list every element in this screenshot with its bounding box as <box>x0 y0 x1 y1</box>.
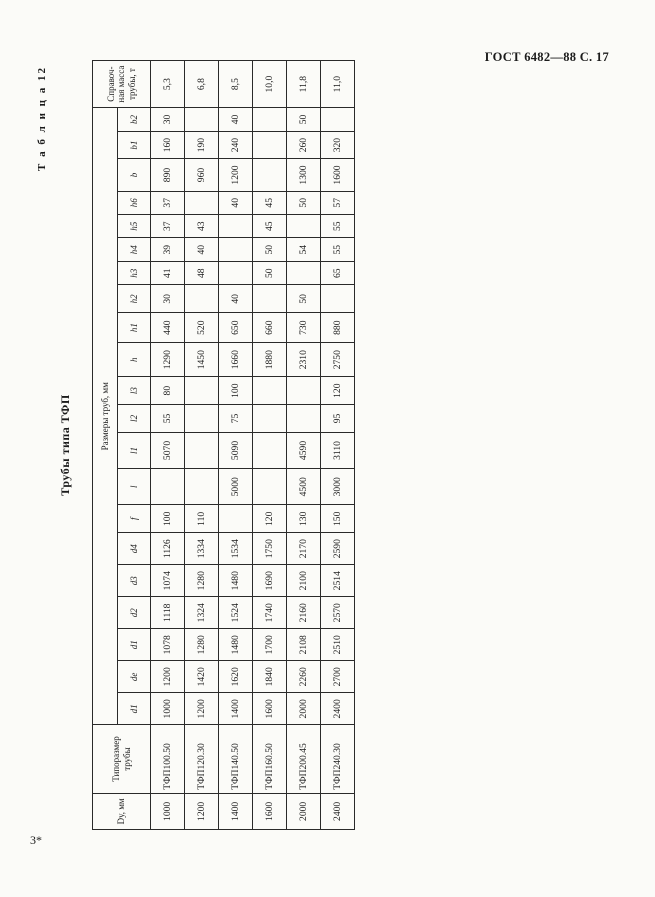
cell-h4: 55 <box>321 238 355 261</box>
cell-f: 110 <box>185 505 219 533</box>
cell-model: ТФП200.45 <box>287 725 321 793</box>
header-col-d1: d1 <box>118 629 151 661</box>
cell-l3 <box>287 377 321 405</box>
header-col-l1: l1 <box>118 432 151 468</box>
cell-h6: 37 <box>151 191 185 214</box>
cell-dy: 1200 <box>185 793 219 829</box>
cell-h6: 50 <box>287 191 321 214</box>
cell-f: 120 <box>253 505 287 533</box>
cell-d1: 1280 <box>185 629 219 661</box>
cell-mass: 10,0 <box>253 61 287 108</box>
header-col-b2: b2 <box>118 108 151 132</box>
cell-h4 <box>219 238 253 261</box>
cell-l: 5000 <box>219 469 253 505</box>
cell-model: ТФП160.50 <box>253 725 287 793</box>
cell-h2 <box>253 285 287 313</box>
header-dy: Dу, мм <box>93 793 151 829</box>
cell-l2 <box>185 405 219 433</box>
cell-l2 <box>253 405 287 433</box>
cell-l3: 120 <box>321 377 355 405</box>
cell-h3: 65 <box>321 261 355 284</box>
header-col-d2: d2 <box>118 597 151 629</box>
cell-d4: 1126 <box>151 533 185 565</box>
cell-h5 <box>219 215 253 238</box>
cell-d1: 1700 <box>253 629 287 661</box>
cell-mass: 5,3 <box>151 61 185 108</box>
page-header: ГОСТ 6482—88 С. 17 <box>484 50 609 64</box>
table-row <box>219 61 253 830</box>
cell-h: 1660 <box>219 343 253 377</box>
cell-model: ТФП140.50 <box>219 725 253 793</box>
cell-d3: 2514 <box>321 565 355 597</box>
cell-d3: 1480 <box>219 565 253 597</box>
cell-h2 <box>185 285 219 313</box>
cell-h3: 41 <box>151 261 185 284</box>
cell-l2: 95 <box>321 405 355 433</box>
cell-d1: 2510 <box>321 629 355 661</box>
cell-h5: 37 <box>151 215 185 238</box>
cell-d3: 1074 <box>151 565 185 597</box>
cell-b1: 260 <box>287 131 321 159</box>
table-row <box>185 61 219 830</box>
cell-b: 1300 <box>287 159 321 191</box>
cell-mass: 6,8 <box>185 61 219 108</box>
cell-dy: 1600 <box>253 793 287 829</box>
cell-f: 130 <box>287 505 321 533</box>
header-col-h1: h1 <box>118 313 151 343</box>
header-col-l3: l3 <box>118 377 151 405</box>
cell-h6: 40 <box>219 191 253 214</box>
header-dimensions-group: Размеры труб, мм <box>93 108 118 725</box>
cell-h5: 43 <box>185 215 219 238</box>
header-mass: Справоч-ная масса трубы, т <box>93 61 151 108</box>
cell-h1: 520 <box>185 313 219 343</box>
cell-d3: 2100 <box>287 565 321 597</box>
cell-d4: 1334 <box>185 533 219 565</box>
cell-d2: 1524 <box>219 597 253 629</box>
cell-de: 2700 <box>321 661 355 693</box>
cell-b: 1600 <box>321 159 355 191</box>
cell-h: 1290 <box>151 343 185 377</box>
cell-b: 890 <box>151 159 185 191</box>
header-col-h3: h3 <box>118 261 151 284</box>
header-col-h5: h5 <box>118 215 151 238</box>
cell-h5: 55 <box>321 215 355 238</box>
cell-b1 <box>253 131 287 159</box>
cell-h1: 730 <box>287 313 321 343</box>
cell-h4: 40 <box>185 238 219 261</box>
header-col-l: l <box>118 469 151 505</box>
cell-de: 1420 <box>185 661 219 693</box>
cell-l3 <box>185 377 219 405</box>
cell-d1: 1480 <box>219 629 253 661</box>
cell-d3: 1280 <box>185 565 219 597</box>
cell-f: 150 <box>321 505 355 533</box>
cell-b2 <box>185 108 219 132</box>
cell-model: ТФП240.30 <box>321 725 355 793</box>
cell-h1: 660 <box>253 313 287 343</box>
table-number-label: Т а б л и ц а 12 <box>36 66 48 171</box>
cell-b2 <box>253 108 287 132</box>
cell-l1: 5090 <box>219 432 253 468</box>
cell-h1: 440 <box>151 313 185 343</box>
cell-l3: 80 <box>151 377 185 405</box>
header-col-de: de <box>118 661 151 693</box>
rotated-table-block <box>34 60 604 830</box>
cell-l: 3000 <box>321 469 355 505</box>
cell-d1: 1400 <box>219 693 253 725</box>
cell-d1: 1600 <box>253 693 287 725</box>
cell-d1: 1078 <box>151 629 185 661</box>
cell-de: 1200 <box>151 661 185 693</box>
table-row <box>287 61 321 830</box>
cell-h2: 50 <box>287 285 321 313</box>
header-model: Типоразмер трубы <box>93 725 151 793</box>
cell-h2: 30 <box>151 285 185 313</box>
cell-h6 <box>185 191 219 214</box>
cell-l2: 55 <box>151 405 185 433</box>
cell-h4: 50 <box>253 238 287 261</box>
header-col-h6: h6 <box>118 191 151 214</box>
table-row <box>253 61 287 830</box>
cell-d1: 2400 <box>321 693 355 725</box>
cell-l3 <box>253 377 287 405</box>
cell-l <box>185 469 219 505</box>
header-col-h: h <box>118 343 151 377</box>
cell-h: 2310 <box>287 343 321 377</box>
cell-dy: 1000 <box>151 793 185 829</box>
cell-d1: 2000 <box>287 693 321 725</box>
cell-l1 <box>185 432 219 468</box>
cell-d4: 1534 <box>219 533 253 565</box>
cell-d4: 2170 <box>287 533 321 565</box>
cell-h3 <box>287 261 321 284</box>
header-col-h4: h4 <box>118 238 151 261</box>
cell-h4: 54 <box>287 238 321 261</box>
cell-h4: 39 <box>151 238 185 261</box>
cell-h3: 50 <box>253 261 287 284</box>
cell-d4: 2590 <box>321 533 355 565</box>
cell-model: ТФП100.50 <box>151 725 185 793</box>
cell-h3 <box>219 261 253 284</box>
cell-l1: 5070 <box>151 432 185 468</box>
cell-l: 4500 <box>287 469 321 505</box>
cell-dy: 1400 <box>219 793 253 829</box>
cell-h5: 45 <box>253 215 287 238</box>
cell-d2: 2570 <box>321 597 355 629</box>
header-col-b1: b1 <box>118 131 151 159</box>
cell-h: 2750 <box>321 343 355 377</box>
table-caption: Трубы типа ТФП <box>58 394 72 496</box>
cell-d1: 1000 <box>151 693 185 725</box>
cell-h2: 40 <box>219 285 253 313</box>
cell-de: 1620 <box>219 661 253 693</box>
cell-l1: 3110 <box>321 432 355 468</box>
cell-b1: 190 <box>185 131 219 159</box>
header-col-b: b <box>118 159 151 191</box>
cell-d1: 1200 <box>185 693 219 725</box>
cell-l1 <box>253 432 287 468</box>
pipe-dimensions-table <box>92 60 355 830</box>
cell-dy: 2000 <box>287 793 321 829</box>
cell-mass: 11,8 <box>287 61 321 108</box>
table-row <box>321 61 355 830</box>
cell-b1: 160 <box>151 131 185 159</box>
cell-h: 1880 <box>253 343 287 377</box>
cell-l <box>151 469 185 505</box>
cell-model: ТФП120.30 <box>185 725 219 793</box>
cell-f: 100 <box>151 505 185 533</box>
cell-l2 <box>287 405 321 433</box>
cell-dy: 2400 <box>321 793 355 829</box>
header-col-h2: h2 <box>118 285 151 313</box>
cell-d3: 1690 <box>253 565 287 597</box>
cell-b2: 30 <box>151 108 185 132</box>
cell-d2: 1740 <box>253 597 287 629</box>
cell-d4: 1750 <box>253 533 287 565</box>
cell-l1: 4590 <box>287 432 321 468</box>
header-col-d1: d1 <box>118 693 151 725</box>
table-row <box>151 61 185 830</box>
cell-b2 <box>321 108 355 132</box>
cell-f <box>219 505 253 533</box>
cell-b: 960 <box>185 159 219 191</box>
cell-h: 1450 <box>185 343 219 377</box>
cell-mass: 8,5 <box>219 61 253 108</box>
header-col-d4: d4 <box>118 533 151 565</box>
cell-de: 2260 <box>287 661 321 693</box>
cell-b1: 240 <box>219 131 253 159</box>
cell-de: 1840 <box>253 661 287 693</box>
page-footmark: 3* <box>30 833 42 847</box>
cell-l <box>253 469 287 505</box>
cell-l3: 100 <box>219 377 253 405</box>
header-col-f: f <box>118 505 151 533</box>
cell-b2: 50 <box>287 108 321 132</box>
cell-h1: 650 <box>219 313 253 343</box>
cell-d2: 2160 <box>287 597 321 629</box>
cell-h3: 48 <box>185 261 219 284</box>
cell-b: 1200 <box>219 159 253 191</box>
cell-b <box>253 159 287 191</box>
cell-h6: 57 <box>321 191 355 214</box>
header-col-l2: l2 <box>118 405 151 433</box>
cell-d1: 2108 <box>287 629 321 661</box>
cell-b2: 40 <box>219 108 253 132</box>
cell-mass: 11,0 <box>321 61 355 108</box>
cell-h5 <box>287 215 321 238</box>
header-col-d3: d3 <box>118 565 151 597</box>
cell-l2: 75 <box>219 405 253 433</box>
cell-b1: 320 <box>321 131 355 159</box>
cell-h2 <box>321 285 355 313</box>
cell-d2: 1118 <box>151 597 185 629</box>
cell-h6: 45 <box>253 191 287 214</box>
cell-h1: 880 <box>321 313 355 343</box>
cell-d2: 1324 <box>185 597 219 629</box>
